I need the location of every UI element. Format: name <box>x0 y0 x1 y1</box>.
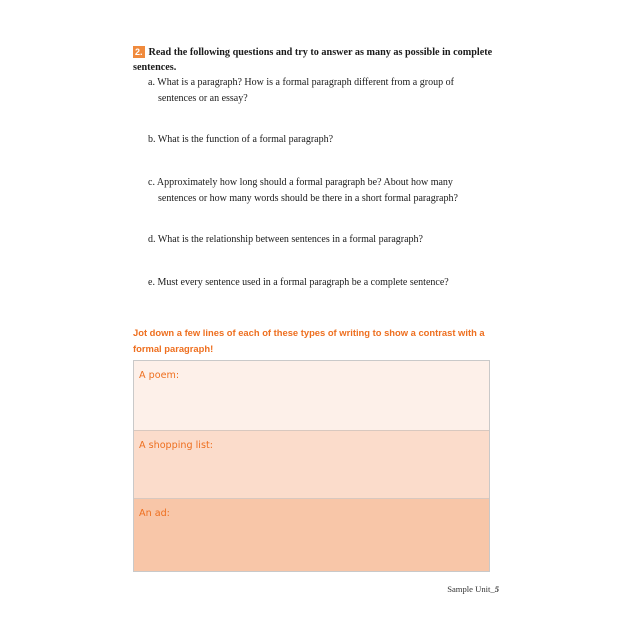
page-footer <box>447 584 499 594</box>
question-a-line1: a. What is a paragraph? How is a formal paragraph different from a group of <box>148 77 454 88</box>
question-d-line1: d. What is the relationship between sentences in a formal paragraph? <box>148 234 423 245</box>
writing-table <box>133 360 490 572</box>
question-item-d <box>148 232 478 248</box>
ad-label: An ad: <box>139 508 170 519</box>
poem-label: A poem: <box>139 370 180 381</box>
question-header <box>133 45 503 75</box>
shopping-list-writing-area[interactable] <box>134 431 489 499</box>
question-number-badge: 2. <box>135 47 143 57</box>
jot-instruction: Jot down a few lines of each of these types of writing to show a contrast with a formal paragraph! <box>133 327 485 354</box>
page-number: 5 <box>494 584 499 594</box>
question-b-line1: b. What is the function of a formal paragraph? <box>148 134 334 145</box>
question-item-a <box>148 75 478 106</box>
ad-writing-area[interactable] <box>134 499 489 571</box>
question-a-line2: sentences or an essay? <box>158 92 248 104</box>
question-instruction: Read the following questions and try to answer as many as possible in complete sentences. <box>133 47 493 73</box>
question-c-line2: sentences or how many words should be there in a short formal paragraph? <box>158 192 458 204</box>
question-item-b <box>148 132 478 148</box>
poem-writing-area[interactable] <box>134 361 489 431</box>
question-c-line1: c. Approximately how long should a formal paragraph be? About how many <box>148 177 453 188</box>
question-item-c <box>148 175 478 206</box>
footer-text: Sample Unit_ <box>447 584 495 594</box>
question-item-e <box>148 275 478 291</box>
shopping-list-label: A shopping list: <box>139 440 213 451</box>
question-e-line1: e. Must every sentence used in a formal paragraph be a complete sentence? <box>148 277 449 288</box>
